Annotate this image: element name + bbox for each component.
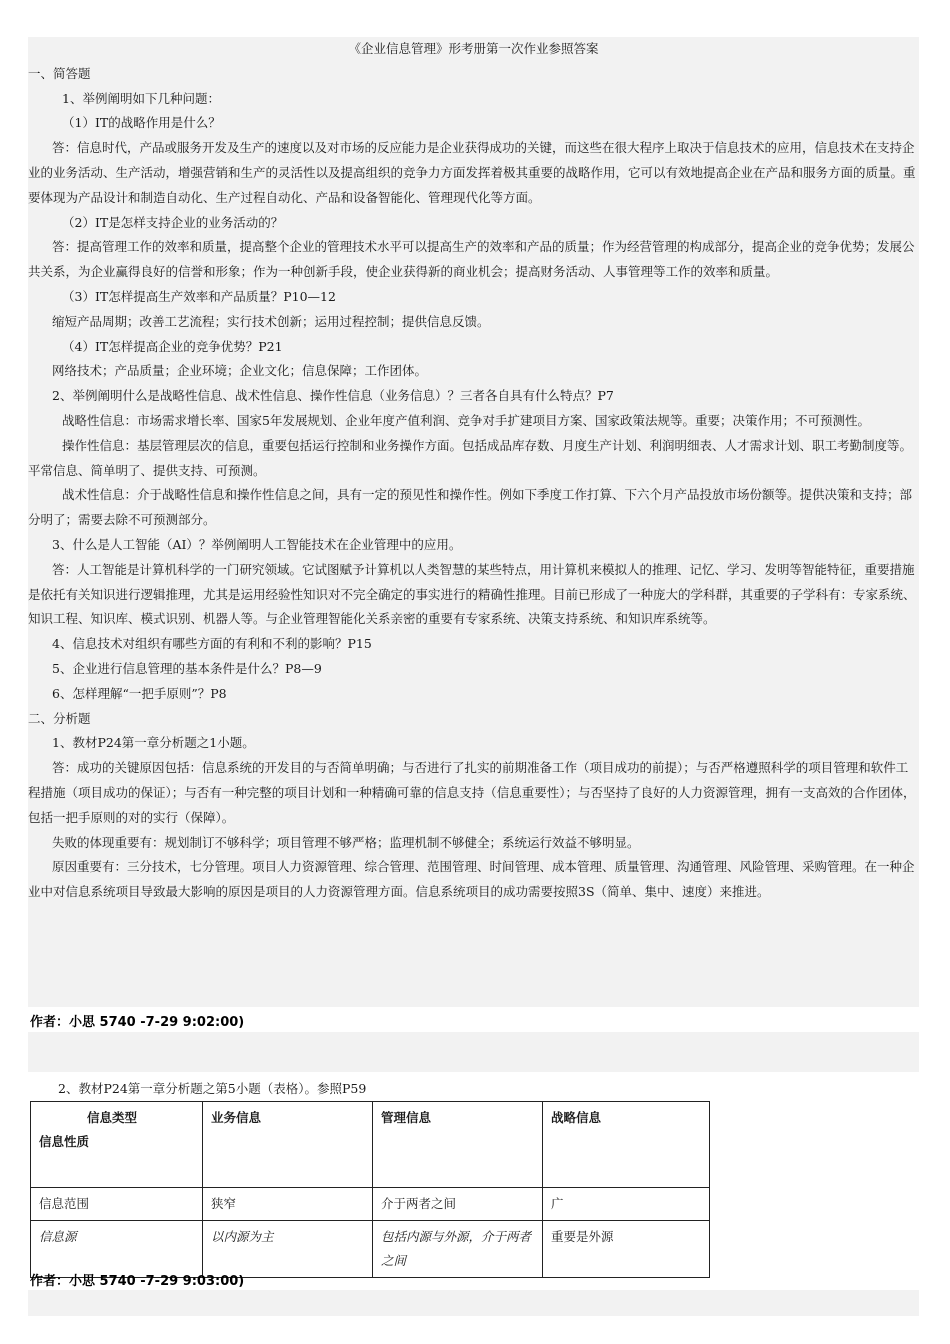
table-cell: 广 (543, 1188, 710, 1221)
paragraph: （4）IT怎样提高企业的竞争优势？P21 (62, 338, 283, 354)
paragraph: 二、分析题 (28, 710, 91, 726)
paragraph: 操作性信息：基层管理层次的信息，重要包括运行控制和业务操作方面。包括成品库存数、月度生产计划、利润明细表、人才需求计划、职工考勤制度等。平常信息、简单明了、提供支持、可预测。 (28, 437, 913, 478)
paragraph: 4、信息技术对组织有哪些方面的有利和不利的影响？P15 (52, 636, 372, 652)
table-caption: 2、教材P24第一章分析题之第5小题（表格）。参照P59 (58, 1081, 367, 1096)
paragraph: 战略性信息：市场需求增长率、国家5年发展规划、企业年度产值利润、竞争对手扩建项目方案、国家政策法规等。重要；决策作用；不可预测性。 (62, 412, 870, 428)
paragraph: 6、怎样理解“一把手原则”？P8 (52, 685, 227, 701)
table-row (31, 1221, 710, 1278)
author-line-2: 作者：小思 5740 -7-29 9:03:00) (30, 1274, 245, 1289)
paragraph: （2）IT是怎样支持企业的业务活动的？ (62, 214, 284, 230)
paragraph: 5、企业进行信息管理的基本条件是什么？P8—9 (52, 660, 322, 676)
paragraph: 失败的体现重要有：规划制订不够科学；项目管理不够严格；监理机制不够健全；系统运行效益不够明显。 (52, 834, 640, 850)
author-line: 作者：小思 5740 -7-29 9:02:00) (30, 1015, 245, 1030)
paragraph: （3）IT怎样提高生产效率和产品质量？P10—12 (62, 288, 336, 304)
paragraph: 答：信息时代，产品或服务开发及生产的速度以及对市场的反应能力是企业获得成功的关键，而这些在很大程序上取决于信息技术的应用，信息技术在支持企业的业务活动、生产活动，增强营销和生产的灵活性以及提高组织的竞争力方面发挥着极其重要的战略作用，它可以有效地提高企业在产品和服务方面的质量。重要体现为产品设计和制造自动化、生产过程自动化、产品和设备智能化、管理现代化等方面。 (28, 140, 916, 205)
table-cell: 重要是外源 (543, 1221, 710, 1278)
paragraph: 答：成功的关键原因包括：信息系统的开发目的与否简单明确；与否进行了扎实的前期准备工作（项目成功的前提）；与否严格遵照科学的项目管理和软件工程措施（项目成功的保证）；与否有一种完整的项目计划和一种精确可靠的信息支持（信息重要性）；与否坚持了良好的人力资源管理，拥有一支高效的合作团体，包括一把手原则的对的实行（保障）。 (28, 760, 916, 825)
info-type-table (30, 1101, 710, 1278)
comment-gap-block-2 (28, 1290, 919, 1316)
table-cell: 介于两者之间 (373, 1188, 543, 1221)
paragraph: 战术性信息：介于战略性信息和操作性信息之间，具有一定的预见性和操作性。例如下季度工作打算、下六个月产品投放市场份额等。提供决策和支持；部分明了；需要去除不可预测部分。 (28, 487, 913, 528)
table-corner-cell (31, 1102, 203, 1188)
document-title: 《企业信息管理》形考册第一次作业参照答案 (348, 41, 599, 56)
paragraph: 网络技术；产品质量；企业环境；企业文化；信息保障；工作团体。 (52, 363, 428, 379)
paragraph: 1、教材P24第一章分析题之1小题。 (52, 735, 255, 751)
paragraph: 3、什么是人工智能（AI）？举例阐明人工智能技术在企业管理中的应用。 (52, 536, 462, 552)
header-management-info: 管理信息 (381, 1110, 432, 1125)
paragraph: 答：人工智能是计算机科学的一门研究领域。它试图赋予计算机以人类智慧的某些特点，用计算机来模拟人的推理、记忆、学习、发明等智能特征，重要措施是依托有关知识进行逻辑推理，尤其是运用经验性知识对不完全确定的事实进行的精确性推理。目前已形成了一种庞大的学科群，其重要的子学科有：专家系统、知识工程、知识库、模式识别、机器人等。与企业管理智能化关系亲密的重要有专家系统、决策支持系统、和知识库系统等。 (28, 561, 916, 627)
header-info-nature: 信息性质 (39, 1134, 90, 1149)
answer-text-block (28, 37, 919, 1007)
paragraph: 原因重要有：三分技术，七分管理。项目人力资源管理、综合管理、范围管理、时间管理、成本管理、质量管理、沟通管理、风险管理、采购管理。在一种企业中对信息系统项目导致最大影响的原因是项目的人力资源管理方面。信息系统项目的成功需要按照3S（简单、集中、速度）来推进。 (28, 859, 915, 900)
paragraph: 1、举例阐明如下几种问题： (62, 90, 220, 106)
answer-paragraphs (28, 62, 919, 905)
paragraph: 缩短产品周期；改善工艺流程；实行技术创新；运用过程控制；提供信息反馈。 (52, 313, 490, 329)
table-cell: 信息源 (31, 1221, 203, 1278)
paragraph: 答：提高管理工作的效率和质量，提高整个企业的管理技术水平可以提高生产的效率和产品的质量；作为经营管理的构成部分，提高企业的竞争优势；发展公共关系，为企业赢得良好的信誉和形象；作为一种创新手段，使企业获得新的商业机会；提高财务活动、人事管理等工作的效率和质量。 (28, 239, 915, 280)
table-cell: 以内源为主 (203, 1221, 373, 1278)
table-cell: 包括内源与外源，介于两者之间 (373, 1221, 543, 1278)
paragraph: 一、简答题 (28, 65, 91, 81)
header-info-type: 信息类型 (87, 1110, 138, 1125)
paragraph: 2、举例阐明什么是战略性信息、战术性信息、操作性信息（业务信息）？三者各自具有什么特点？P7 (52, 388, 614, 404)
comment-gap-block (28, 1032, 919, 1072)
table-cell: 信息范围 (31, 1188, 203, 1221)
header-business-info: 业务信息 (211, 1110, 262, 1125)
paragraph: （1）IT的战略作用是什么？ (62, 115, 221, 131)
table-cell: 狭窄 (203, 1188, 373, 1221)
header-strategic-info: 战略信息 (551, 1110, 602, 1125)
table-row (31, 1188, 710, 1221)
